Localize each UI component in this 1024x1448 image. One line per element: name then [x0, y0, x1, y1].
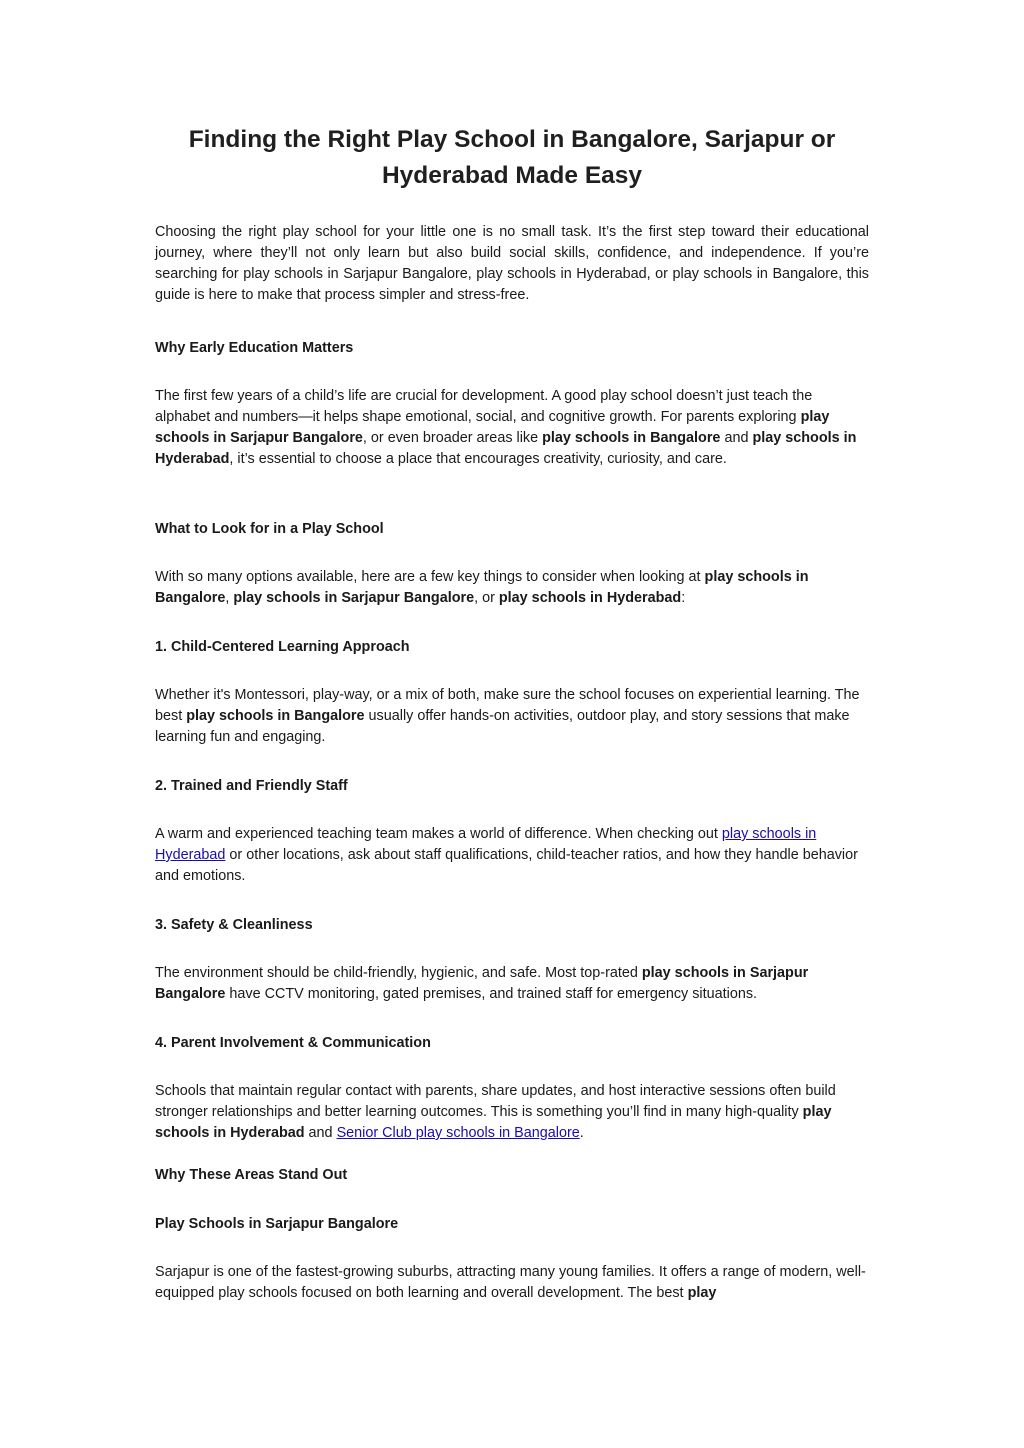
text-run: With so many options available, here are a few key things to consider when looking at: [155, 569, 705, 585]
text-run: and: [720, 430, 753, 446]
link-senior-club-play-schools[interactable]: Senior Club play schools in Bangalore: [336, 1125, 580, 1141]
heading-safety-cleanliness: 3. Safety & Cleanliness: [155, 917, 313, 933]
text-run: or other locations, ask about staff qualifications, child-teacher ratios, and how they handle behavior and emotions.: [155, 847, 858, 884]
bold-keyword: play schools in Hyderabad: [498, 590, 682, 606]
link-play-schools-hyderabad[interactable]: play schools in Hyderabad: [155, 826, 817, 863]
paragraph-safety-cleanliness: [155, 963, 869, 1005]
text-run: A warm and experienced teaching team makes a world of difference. When checking out: [155, 826, 722, 842]
text-run: ,: [225, 590, 234, 606]
text-run: The first few years of a child’s life are crucial for development. A good play school doesn’t just teach the alphabet and numbers—it helps shape emotional, social, and cognitive growth. For parents exploring: [155, 388, 813, 425]
heading-trained-staff: 2. Trained and Friendly Staff: [155, 778, 348, 794]
bold-keyword: play schools in Sarjapur Bangalore: [155, 409, 830, 446]
paragraph-parent-involvement: [155, 1081, 869, 1144]
text-run: and: [304, 1125, 337, 1141]
bold-keyword: play schools in Sarjapur Bangalore: [233, 590, 475, 606]
title-line-2: Hyderabad Made Easy: [381, 162, 643, 189]
bold-keyword: play schools in Sarjapur Bangalore: [155, 965, 809, 1002]
document-title: [150, 122, 874, 194]
text-run: Sarjapur is one of the fastest-growing suburbs, attracting many young families. It offers a range of modern, well-equipped play schools focused on both learning and overall development. The best: [155, 1264, 866, 1301]
heading-child-centered-learning: 1. Child-Centered Learning Approach: [155, 639, 410, 655]
text-run: Whether it's Montessori, play-way, or a mix of both, make sure the school focuses on experiential learning. The best: [155, 687, 860, 724]
heading-parent-involvement: 4. Parent Involvement & Communication: [155, 1035, 431, 1051]
bold-keyword: play schools in Hyderabad: [155, 1104, 832, 1141]
text-run: usually offer hands-on activities, outdoor play, and story sessions that make learning fun and engaging.: [155, 708, 850, 745]
paragraph-what-to-look-for: [155, 567, 869, 609]
text-run: , or even broader areas like: [362, 430, 543, 446]
text-run: .: [579, 1125, 584, 1141]
intro-paragraph: Choosing the right play school for your little one is no small task. It’s the first step toward their educational journey, where they’ll not only learn but also build social skills, confidence, and independence. If you’re searching for play schools in Sarjapur Bangalore, play schools in Hyderabad, or play schools in Bangalore, this guide is here to make that process simpler and stress-free.: [155, 224, 869, 303]
text-run: , or: [474, 590, 499, 606]
heading-play-schools-sarjapur: Play Schools in Sarjapur Bangalore: [155, 1216, 399, 1232]
text-run: :: [681, 590, 686, 606]
bold-keyword: play schools in Bangalore: [186, 708, 365, 724]
text-run: Schools that maintain regular contact with parents, share updates, and host interactive sessions often build stronger relationships and better learning outcomes. This is something you’ll find in many high-quality: [155, 1083, 836, 1120]
heading-why-areas-stand-out: Why These Areas Stand Out: [155, 1167, 348, 1183]
paragraph-child-centered-learning: [155, 685, 869, 748]
bold-keyword: play: [687, 1285, 717, 1301]
bold-keyword: play schools in Bangalore: [155, 569, 809, 606]
title-line-1: Finding the Right Play School in Bangalore, Sarjapur or: [188, 126, 836, 153]
paragraph-play-schools-sarjapur: [155, 1262, 869, 1304]
paragraph-why-early-education: [155, 386, 869, 470]
bold-keyword: play schools in Hyderabad: [155, 430, 857, 467]
paragraph-trained-staff: [155, 824, 869, 887]
bold-keyword: play schools in Bangalore: [542, 430, 721, 446]
text-run: The environment should be child-friendly, hygienic, and safe. Most top-rated: [155, 965, 642, 981]
heading-why-early-education: Why Early Education Matters: [155, 340, 354, 356]
text-run: , it’s essential to choose a place that encourages creativity, curiosity, and care.: [229, 451, 727, 467]
heading-what-to-look-for: What to Look for in a Play School: [155, 521, 384, 537]
text-run: have CCTV monitoring, gated premises, and trained staff for emergency situations.: [225, 986, 758, 1002]
